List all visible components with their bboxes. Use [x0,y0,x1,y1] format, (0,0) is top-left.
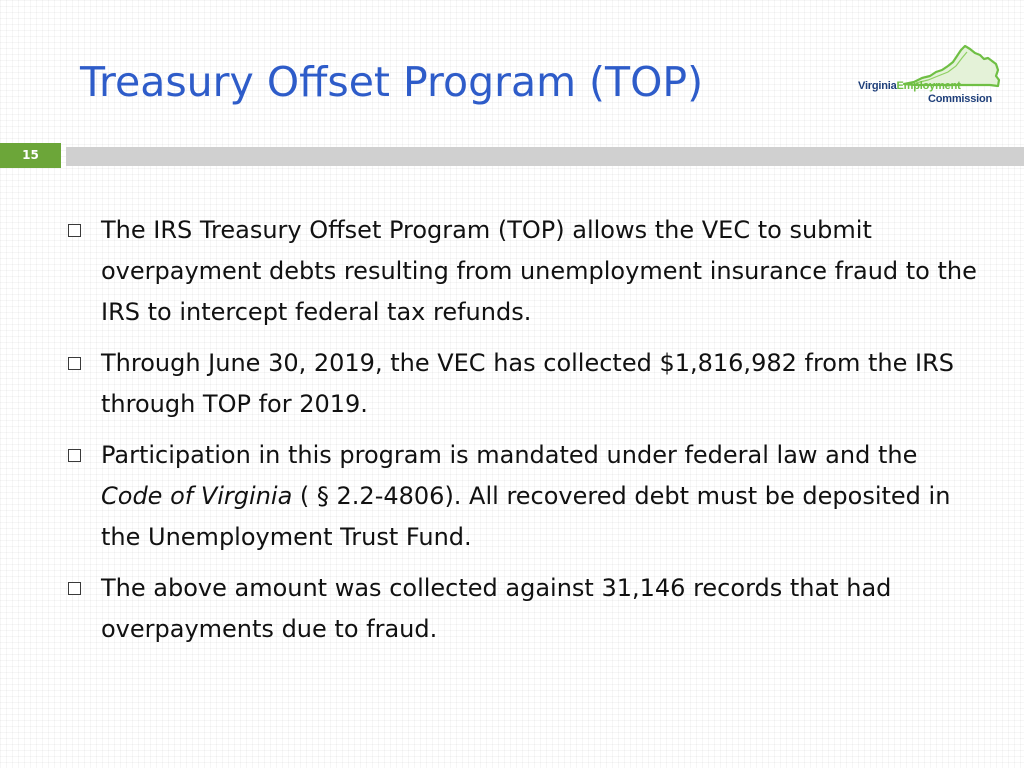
slide-number: 15 [0,143,61,168]
bullet-square-icon [68,449,81,462]
vec-logo [856,40,1006,110]
bullet-text-part: Participation in this program is mandated under federal law and the [101,441,918,469]
logo-text-employment: Employment [896,80,961,92]
bullet-list [64,210,984,660]
bullet-item [64,568,984,650]
bullet-item [64,435,984,558]
bullet-item [64,210,984,333]
bullet-square-icon [68,224,81,237]
bullet-item [64,343,984,425]
bullet-square-icon [68,582,81,595]
logo-text-virginia: Virginia [858,80,897,92]
bullet-text: Through June 30, 2019, the VEC has collected $1,816,982 from the IRS through TOP for 2019. [101,349,954,418]
bullet-square-icon [68,357,81,370]
header-divider-bar [66,147,1024,166]
bullet-text [101,441,950,551]
bullet-text: The IRS Treasury Offset Program (TOP) allows the VEC to submit overpayment debts resulting from unemployment insurance fraud to the IRS to intercept federal tax refunds. [101,216,977,326]
code-of-virginia-italic: Code of Virginia [101,482,293,510]
slide-title: Treasury Offset Program (TOP) [80,58,704,106]
bullet-text-part: ( § 2.2-4806). All recovered debt must be deposited in the Unemployment Trust Fund. [101,482,951,551]
bullet-text: The above amount was collected against 31,146 records that had overpayments due to fraud. [101,574,892,643]
logo-text-line-1 [858,80,961,92]
logo-text-commission: Commission [928,93,993,105]
